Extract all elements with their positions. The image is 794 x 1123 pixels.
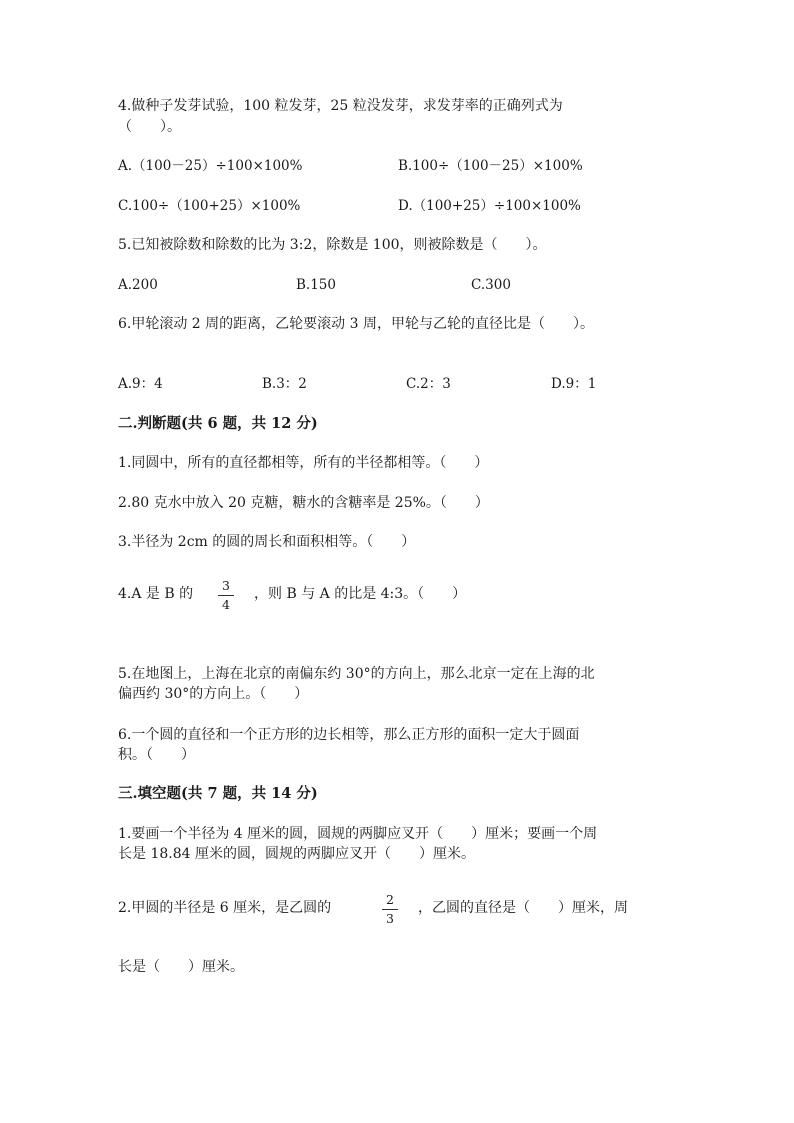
judge-item-6-line1: 6.一个圆的直径和一个正方形的边长相等，那么正方形的面积一定大于圆面 [118,727,580,743]
section2-title: 二.判断题(共 6 题，共 12 分) [118,415,318,432]
judge-item-2: 2.80 克水中放入 20 克糖，糖水的含糖率是 25%。（ ） [118,495,489,511]
q6-option-d: D.9：1 [551,376,597,392]
q5-option-a: A.200 [118,277,158,293]
section3-title: 三.填空题(共 7 题，共 14 分) [118,785,318,802]
fill-item-2-line2: 长是（ ）厘米。 [118,959,244,975]
q4-option-a: A.（100－25）÷100×100% [118,158,303,174]
judge-item-6-line2: 积。（ ） [118,747,195,763]
fraction-denominator: 4 [222,597,230,612]
judge-item-5-line2: 偏西约 30°的方向上。（ ） [118,686,309,702]
q5-option-b: B.150 [296,277,336,293]
q6-option-b: B.3：2 [262,376,307,392]
fill-item-1-line1: 1.要画一个半径为 4 厘米的圆，圆规的两脚应叉开（ ）厘米；要画一个周 [118,826,598,842]
judge-item-4-prefix: 4.A 是 B 的 [118,586,194,602]
judge-item-1: 1.同圆中，所有的直径都相等，所有的半径都相等。（ ） [118,455,489,471]
fraction-numerator: 2 [386,892,394,907]
judge-item-5-line1: 5.在地图上，上海在北京的南偏东约 30°的方向上，那么北京一定在上海的北 [118,666,595,682]
q6-stem: 6.甲轮滚动 2 周的距离，乙轮要滚动 3 周，甲轮与乙轮的直径比是（ ）。 [118,316,594,332]
fraction-denominator: 3 [386,911,394,926]
fill-item-2-fraction [382,893,398,926]
q4-stem-line2: （ ）。 [118,119,181,135]
q4-stem-line1: 4.做种子发芽试验，100 粒发芽，25 粒没发芽，求发芽率的正确列式为 [118,98,563,114]
q6-option-c: C.2：3 [406,376,451,392]
q4-option-d: D.（100+25）÷100×100% [398,198,581,214]
judge-item-4-suffix: ，则 B 与 A 的比是 4:3。（ ） [254,586,467,602]
fill-item-2-prefix: 2.甲圆的半径是 6 厘米，是乙圆的 [118,900,332,916]
q5-option-c: C.300 [471,277,511,293]
q4-option-b: B.100÷（100－25）×100% [398,158,583,174]
q4-option-c: C.100÷（100+25）×100% [118,198,301,214]
fill-item-2-suffix: ，乙圆的直径是（ ）厘米，周 [418,900,628,916]
judge-item-4-fraction [218,579,234,612]
fraction-numerator: 3 [222,578,230,593]
judge-item-3: 3.半径为 2cm 的圆的周长和面积相等。（ ） [118,534,416,550]
q6-option-a: A.9：4 [118,376,163,392]
fraction-bar [218,595,234,596]
fraction-bar [382,909,398,910]
fill-item-1-line2: 长是 18.84 厘米的圆，圆规的两脚应叉开（ ）厘米。 [118,846,475,862]
q5-stem: 5.已知被除数和除数的比为 3:2，除数是 100，则被除数是（ ）。 [118,237,547,253]
